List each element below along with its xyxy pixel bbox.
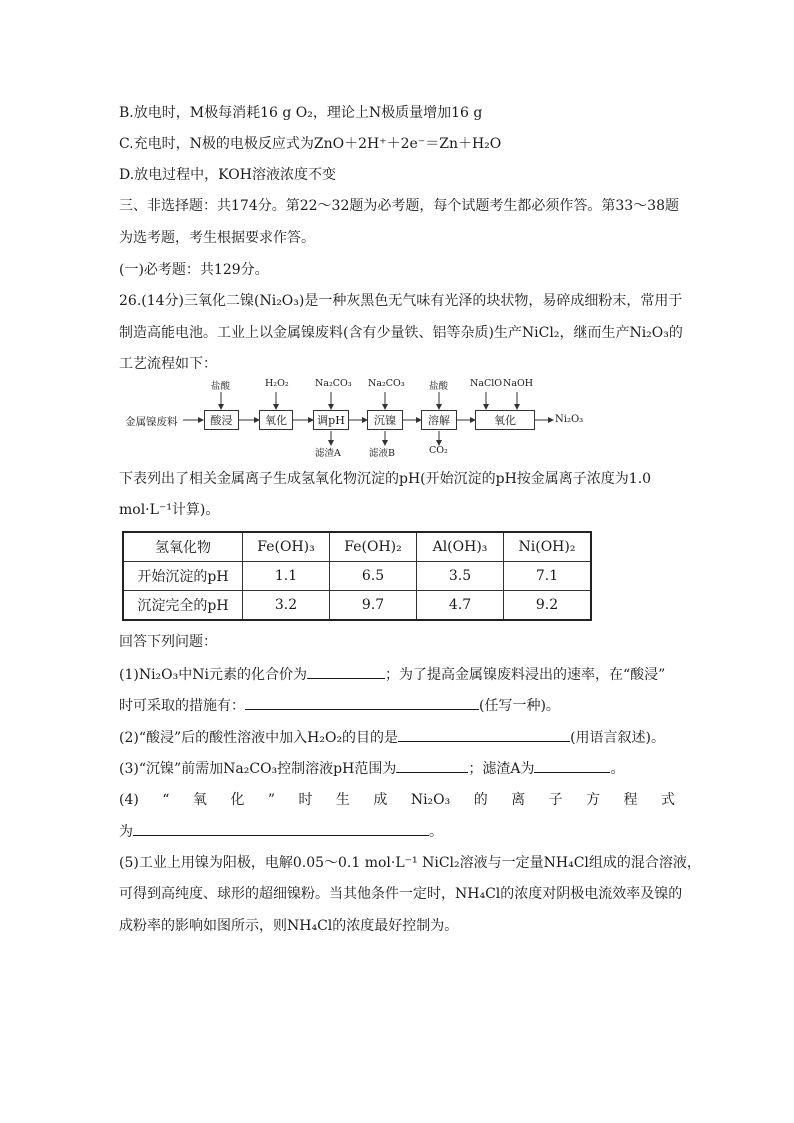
part-4-word: 方 xyxy=(586,792,601,808)
table-cell: 9.7 xyxy=(330,591,417,621)
part-4-word: 的 xyxy=(473,792,488,808)
section-heading: 三、非选择题：共174分。第22～32题为必考题，每个试题考生都必须作答。第33～38题 xyxy=(119,198,679,214)
flow-step-precipitate-ni: 沉镍 xyxy=(367,410,403,430)
table-cell: 沉淀完全的pH xyxy=(123,591,243,621)
table-note-1: 下表列出了相关金属离子生成氢氧化物沉淀的pH(开始沉淀的pH按金属离子浓度为1.0 xyxy=(119,471,652,487)
reagent-hcl-2: 盐酸 xyxy=(429,381,449,392)
part-5-text-d: 。 xyxy=(444,918,459,934)
section-heading-cont: 为选考题，考生根据要求作答。 xyxy=(119,230,315,246)
flow-step-dissolve: 溶解 xyxy=(421,410,457,430)
part-4-word: ” xyxy=(267,792,275,808)
part-1-text-d: (任写一种)。 xyxy=(479,698,560,714)
part-3-text-a: (3)“沉镍”前需加Na₂CO₃控制溶液pH范围为 xyxy=(119,761,397,777)
q26-intro-2: 制造高能电池。工业上以金属镍废料(含有少量铁、铝等杂质)生产NiCl₂，继而生产Ni₂O₃的 xyxy=(119,325,683,341)
part-2-text-b: (用语言叙述)。 xyxy=(570,730,665,746)
answer-prompt: 回答下列问题： xyxy=(119,634,217,650)
part-1-text-c: 时可采取的措施有： xyxy=(119,698,245,714)
answer-blank-1[interactable] xyxy=(307,664,385,679)
answer-blank-5[interactable] xyxy=(534,758,610,773)
part-4-word: 时 xyxy=(298,792,313,808)
part-4-word: Ni₂O₃ xyxy=(410,792,451,808)
table-header-row xyxy=(123,532,591,562)
table-cell: 9.2 xyxy=(504,591,592,621)
part-4-word: 式 xyxy=(660,792,675,808)
part-3-line xyxy=(119,758,624,779)
part-5-line-1: (5)工业上用镍为阳极，电解0.05～0.1 mol·L⁻¹ NiCl₂溶液与一定量NH₄Cl组成的混合溶液， xyxy=(119,855,701,871)
part-5-line-3 xyxy=(119,916,458,936)
table-cell: 6.5 xyxy=(330,562,417,591)
part-4-text-b: 为 xyxy=(119,824,133,840)
reagent-hcl: 盐酸 xyxy=(211,381,231,392)
part-1-text-b: ；为了提高金属镍废料浸出的速率，在“酸浸” xyxy=(385,667,666,683)
answer-blank-6[interactable] xyxy=(133,821,429,836)
part-3-text-b: ；滤渣A为 xyxy=(468,761,535,777)
table-cell: 3.2 xyxy=(243,591,330,621)
q26-intro-1: 26.(14分)三氧化二镍(Ni₂O₃)是一种灰黑色无气味有光泽的块状物，易碎成细粉末，常用于 xyxy=(119,293,683,309)
flow-start-label: 金属镍废料 xyxy=(125,416,178,428)
flow-step-acid-leach: 酸浸 xyxy=(204,410,239,430)
part-3-text-c: 。 xyxy=(610,761,625,777)
output-filtrate-b: 滤液B xyxy=(369,448,395,459)
flow-step-adjust-ph: 调pH xyxy=(313,410,349,430)
table-row xyxy=(123,562,591,591)
part-4-word: 氧 xyxy=(192,792,207,808)
reagent-na2co3: Na₂CO₃ xyxy=(315,378,352,389)
part-2-text-a: (2)“酸浸”后的酸性溶液中加入H₂O₂的目的是 xyxy=(119,730,399,746)
flow-step-oxidize-2: 氧化 xyxy=(475,410,535,430)
part-4-text-c: 。 xyxy=(429,824,443,840)
answer-blank-2[interactable] xyxy=(245,695,479,710)
part-4-word: 生 xyxy=(335,792,350,808)
reagent-naoh: NaOH xyxy=(503,378,534,389)
flow-step-oxidize: 氧化 xyxy=(259,410,293,430)
output-co2: CO₂ xyxy=(429,445,448,456)
part-4-line-2 xyxy=(119,821,443,842)
table-header: Ni(OH)₂ xyxy=(504,532,592,562)
output-residue-a: 滤渣A xyxy=(315,448,341,459)
table-header: Fe(OH)₂ xyxy=(330,532,417,562)
process-flow-diagram xyxy=(125,376,595,458)
part-1-line-2 xyxy=(119,695,560,716)
table-header: Fe(OH)₃ xyxy=(243,532,330,562)
part-2-line xyxy=(119,727,665,748)
table-cell: 3.5 xyxy=(417,562,504,591)
option-c: C.充电时，N极的电极反应式为ZnO＋2H⁺＋2e⁻＝Zn＋H₂O xyxy=(119,136,502,152)
part-5-line-2: 可得到高纯度、球形的超细镍粉。当其他条件一定时，NH₄Cl的浓度对阴极电流效率及镍的 xyxy=(119,886,683,902)
table-cell: 1.1 xyxy=(243,562,330,591)
ph-table xyxy=(122,531,592,621)
part-1-text-a: (1)Ni₂O₃中Ni元素的化合价为 xyxy=(119,667,307,683)
answer-blank-3[interactable] xyxy=(398,727,570,742)
option-d: D.放电过程中，KOH溶液浓度不变 xyxy=(119,167,336,183)
part-5-text-c: 成粉率的影响如图所示，则NH₄Cl的浓度最好控制为 xyxy=(119,918,445,934)
part-4-word: 化 xyxy=(230,792,245,808)
part-4-line-1 xyxy=(119,790,675,810)
table-row xyxy=(123,591,591,621)
part-4-word: 子 xyxy=(548,792,563,808)
answer-blank-4[interactable] xyxy=(396,758,468,773)
reagent-h2o2: H₂O₂ xyxy=(265,378,289,389)
reagent-na2co3-2: Na₂CO₃ xyxy=(368,378,405,389)
reagent-naclo: NaClO xyxy=(470,378,503,389)
table-cell: 开始沉淀的pH xyxy=(123,562,243,591)
part-4-word: 程 xyxy=(623,792,638,808)
part-4-word: “ xyxy=(162,792,170,808)
option-b: B.放电时，M极每消耗16 g O₂，理论上N极质量增加16 g xyxy=(119,105,483,121)
table-header: 氢氧化物 xyxy=(123,532,243,562)
part-4-word: 离 xyxy=(511,792,526,808)
part-4-word: 成 xyxy=(373,792,388,808)
part-1-line-1 xyxy=(119,664,665,685)
table-note-2: mol·L⁻¹计算)。 xyxy=(119,502,220,518)
part-4-word: (4) xyxy=(119,792,139,808)
table-cell: 4.7 xyxy=(417,591,504,621)
flow-end-label: Ni₂O₃ xyxy=(555,414,584,425)
required-questions-label: (一)必考题：共129分。 xyxy=(119,262,269,278)
table-cell: 7.1 xyxy=(504,562,592,591)
table-header: Al(OH)₃ xyxy=(417,532,504,562)
q26-intro-3: 工艺流程如下： xyxy=(119,356,217,372)
